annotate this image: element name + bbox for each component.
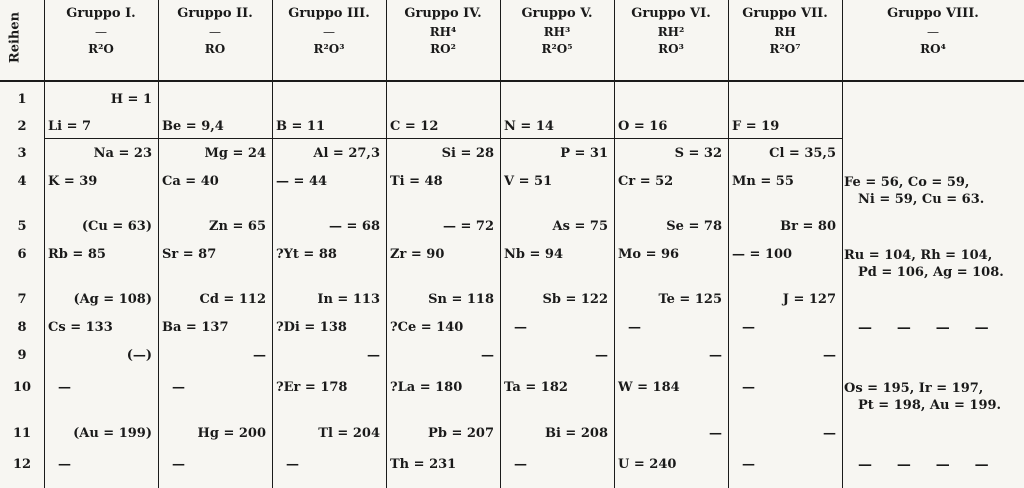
element-cell: B = 11 (276, 119, 326, 134)
group8-dashes: — — — — (858, 320, 999, 336)
element-cell: Cr = 52 (618, 174, 674, 189)
group-title: Gruppo III. (288, 6, 370, 21)
element-cell: ?Yt = 88 (276, 247, 337, 262)
element-cell: Nb = 94 (504, 247, 564, 262)
element-cell: — (172, 380, 185, 395)
element-cell: ?Ce = 140 (390, 320, 464, 335)
element-cell: V = 51 (504, 174, 553, 189)
element-cell: — = 44 (276, 174, 328, 189)
column-divider (386, 0, 387, 488)
oxide-formula: RO (204, 42, 226, 56)
element-cell: W = 184 (618, 380, 680, 395)
group-title: Gruppo II. (177, 6, 253, 21)
group8-line: Ru = 104, Rh = 104, (844, 248, 993, 263)
element-cell: — (742, 457, 755, 472)
header-dash: — (209, 25, 221, 39)
element-cell: S = 32 (674, 146, 722, 161)
row-number: 11 (12, 426, 32, 441)
group8-line: Fe = 56, Co = 59, (844, 175, 970, 190)
oxide-formula: R²O⁵ (541, 42, 573, 56)
group-header (500, 4, 614, 74)
element-cell: — (514, 320, 527, 335)
header-dash: — (927, 25, 939, 39)
column-divider (44, 0, 45, 488)
group-header (728, 4, 842, 74)
row-number: 10 (12, 380, 32, 395)
element-cell: Zr = 90 (390, 247, 445, 262)
element-cell: (Cu = 63) (81, 219, 152, 234)
hydride-formula: RH (774, 25, 796, 39)
row-header: Reihen (7, 11, 23, 64)
row-separator (44, 138, 842, 139)
element-cell: Be = 9,4 (162, 119, 224, 134)
group8-line: Os = 195, Ir = 197, (844, 381, 984, 396)
element-cell: — (58, 457, 71, 472)
group-title: Gruppo VIII. (887, 6, 979, 21)
group8-cell (842, 174, 1024, 208)
element-cell: — (709, 426, 722, 441)
group-title: Gruppo VI. (631, 6, 711, 21)
element-cell: — (286, 457, 299, 472)
row-number: 1 (17, 92, 27, 107)
group-header (386, 4, 500, 74)
element-cell: C = 12 (390, 119, 439, 134)
element-cell: Bi = 208 (544, 426, 608, 441)
column-divider (272, 0, 273, 488)
element-cell: (Au = 199) (73, 426, 152, 441)
element-cell: Na = 23 (93, 146, 152, 161)
element-cell: — (823, 348, 836, 363)
element-cell: Cl = 35,5 (769, 146, 836, 161)
element-cell: P = 31 (560, 146, 608, 161)
element-cell: Te = 125 (658, 292, 722, 307)
element-cell: ?La = 180 (390, 380, 463, 395)
element-cell: — (58, 380, 71, 395)
column-divider (614, 0, 615, 488)
group-header (614, 4, 728, 74)
oxide-formula: R²O (88, 42, 114, 56)
element-cell: N = 14 (504, 119, 554, 134)
element-cell: — (172, 457, 185, 472)
element-cell: Si = 28 (441, 146, 494, 161)
element-cell: Mg = 24 (204, 146, 266, 161)
group-title: Gruppo VII. (742, 6, 828, 21)
element-cell: Sr = 87 (162, 247, 217, 262)
oxide-formula: R²O³ (313, 42, 345, 56)
element-cell: Rb = 85 (48, 247, 106, 262)
element-cell: Br = 80 (780, 219, 836, 234)
element-cell: — (823, 426, 836, 441)
element-cell: ?Di = 138 (276, 320, 347, 335)
element-cell: Se = 78 (666, 219, 722, 234)
oxide-formula: RO² (430, 42, 456, 56)
element-cell: — (514, 457, 527, 472)
element-cell: Mo = 96 (618, 247, 680, 262)
oxide-formula: RO⁴ (920, 42, 946, 56)
row-number: 7 (17, 292, 27, 307)
element-cell: Ti = 48 (390, 174, 443, 189)
element-cell: Sb = 122 (542, 292, 608, 307)
element-cell: ?Er = 178 (276, 380, 348, 395)
element-cell: — (742, 320, 755, 335)
element-cell: Th = 231 (390, 457, 457, 472)
element-cell: K = 39 (48, 174, 98, 189)
column-divider (158, 0, 159, 488)
group-header (272, 4, 386, 74)
element-cell: (Ag = 108) (73, 292, 152, 307)
element-cell: — (253, 348, 266, 363)
element-cell: (—) (126, 348, 152, 363)
element-cell: Hg = 200 (197, 426, 266, 441)
element-cell: — = 72 (442, 219, 494, 234)
element-cell: Cd = 112 (199, 292, 266, 307)
row-number: 3 (17, 146, 27, 161)
element-cell: Ca = 40 (162, 174, 219, 189)
row-number: 9 (17, 348, 27, 363)
row-number: 2 (17, 119, 27, 134)
hydride-formula: RH³ (543, 25, 571, 39)
oxide-formula: R²O⁷ (769, 42, 801, 56)
element-cell: — = 100 (732, 247, 793, 262)
group-header (842, 4, 1024, 74)
oxide-formula: RO³ (658, 42, 684, 56)
element-cell: Ba = 137 (162, 320, 229, 335)
column-divider (728, 0, 729, 488)
element-cell: Mn = 55 (732, 174, 794, 189)
header-divider (0, 80, 1024, 82)
element-cell: — (595, 348, 608, 363)
group-header (158, 4, 272, 74)
group8-line: Pt = 198, Au = 199. (858, 398, 1002, 413)
element-cell: — = 68 (328, 219, 380, 234)
element-cell: — (367, 348, 380, 363)
group8-cell (842, 247, 1024, 281)
header-dash: — (95, 25, 107, 39)
group8-cell (842, 380, 1024, 414)
element-cell: — (481, 348, 494, 363)
row-number: 4 (17, 174, 27, 189)
group-title: Gruppo V. (521, 6, 593, 21)
element-cell: Zn = 65 (209, 219, 266, 234)
element-cell: Sn = 118 (428, 292, 494, 307)
element-cell: J = 127 (782, 292, 836, 307)
element-cell: U = 240 (618, 457, 677, 472)
element-cell: Pb = 207 (428, 426, 494, 441)
element-cell: O = 16 (618, 119, 668, 134)
element-cell: Al = 27,3 (313, 146, 380, 161)
element-cell: — (709, 348, 722, 363)
element-cell: In = 113 (317, 292, 380, 307)
element-cell: F = 19 (732, 119, 780, 134)
element-cell: Cs = 133 (48, 320, 113, 335)
row-number: 12 (12, 457, 32, 472)
group8-line: Pd = 106, Ag = 108. (858, 265, 1004, 280)
element-cell: H = 1 (110, 92, 152, 107)
hydride-formula: RH⁴ (429, 25, 457, 39)
element-cell: — (628, 320, 641, 335)
hydride-formula: RH² (657, 25, 685, 39)
column-divider (500, 0, 501, 488)
element-cell: Ta = 182 (504, 380, 568, 395)
group-header (44, 4, 158, 74)
element-cell: As = 75 (552, 219, 608, 234)
element-cell: — (742, 380, 755, 395)
row-number: 5 (17, 219, 27, 234)
group8-line: Ni = 59, Cu = 63. (858, 192, 985, 207)
group8-dashes: — — — — (858, 457, 999, 473)
element-cell: Tl = 204 (318, 426, 380, 441)
group-title: Gruppo IV. (404, 6, 482, 21)
group-title: Gruppo I. (66, 6, 136, 21)
row-number: 8 (17, 320, 27, 335)
header-dash: — (323, 25, 335, 39)
column-divider (842, 0, 843, 488)
element-cell: Li = 7 (48, 119, 92, 134)
row-number: 6 (17, 247, 27, 262)
